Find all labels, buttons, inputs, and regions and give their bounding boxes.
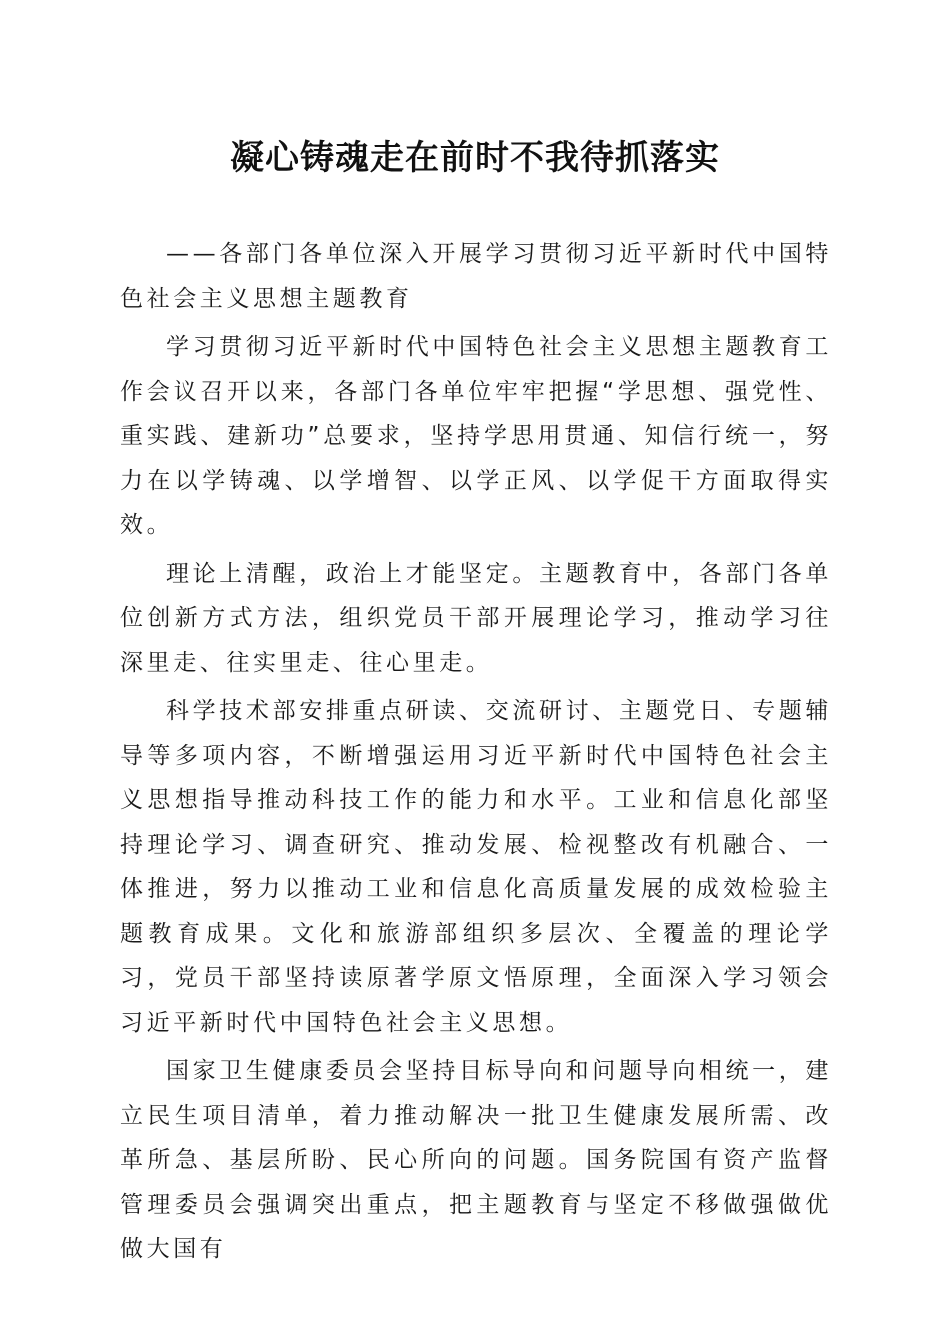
subtitle-paragraph: ——各部门各单位深入开展学习贯彻习近平新时代中国特色社会主义思想主题教育 (120, 241, 832, 312)
article-body (120, 232, 832, 1276)
page-title: 凝心铸魂走在前时不我待抓落实 (230, 138, 720, 178)
body-paragraph-2: 理论上清醒，政治上才能坚定。主题教育中，各部门各单位创新方式方法，组织党员干部开展理论学习，推动学习往深里走、往实里走、往心里走。 (120, 560, 832, 676)
body-paragraph-4: 国家卫生健康委员会坚持目标导向和问题导向相统一，建立民生项目清单，着力推动解决一批卫生健康发展所需、改革所急、基层所盼、民心所向的问题。国务院国有资产监督管理委员会强调突出重点，把主题教育与坚定不移做强做优做大国有 (120, 1058, 832, 1262)
body-paragraph-1: 学习贯彻习近平新时代中国特色社会主义思想主题教育工作会议召开以来，各部门各单位牢牢把握“学思想、强党性、重实践、建新功”总要求，坚持学思用贯通、知信行统一，努力在以学铸魂、以学增智、以学正风、以学促干方面取得实效。 (120, 334, 832, 538)
body-paragraph-3: 科学技术部安排重点研读、交流研讨、主题党日、专题辅导等多项内容，不断增强运用习近平新时代中国特色社会主义思想指导推动科技工作的能力和水平。工业和信息化部坚持理论学习、调查研究、推动发展、检视整改有机融合、一体推进，努力以推动工业和信息化高质量发展的成效检验主题教育成果。文化和旅游部组织多层次、全覆盖的理论学习，党员干部坚持读原著学原文悟原理，全面深入学习领会习近平新时代中国特色社会主义思想。 (120, 698, 832, 1036)
